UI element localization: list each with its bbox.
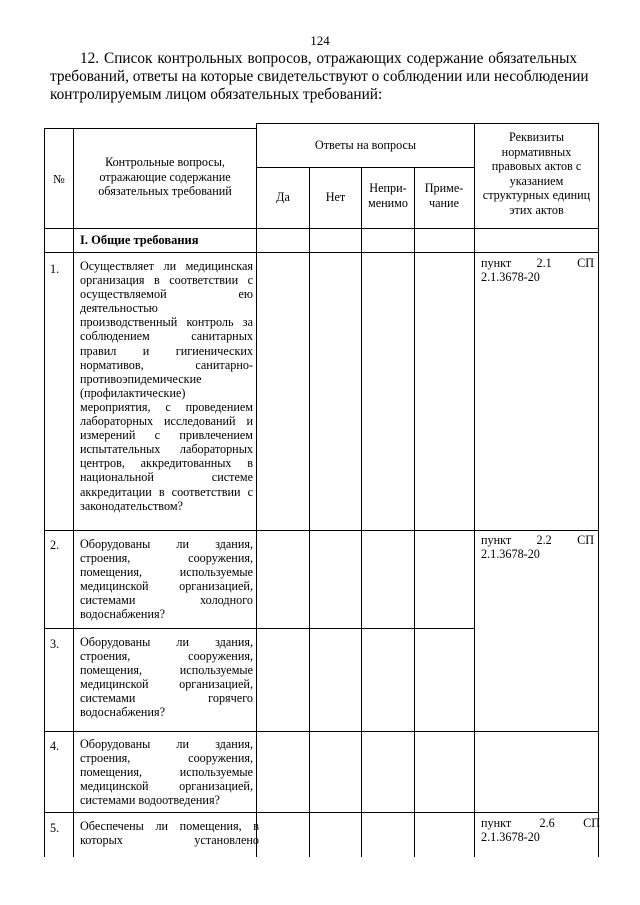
row-number: 4. [50,739,60,753]
intro-paragraph [50,50,589,105]
requisite-line: 2.1.3678-20 [481,547,540,562]
row-requisites [481,256,594,284]
row-requisites [481,533,594,561]
header-requisites: Реквизиты нормативных правовых актов с указанием структурных единиц этих актов [482,130,591,217]
requisite-line: пункт 2.1 СП [481,256,594,270]
intro-line: контролируемым лицом обязательных требований: [50,86,383,104]
requisite-line: пункт 2.2 СП [481,533,594,547]
row-question: Оборудованы ли здания, строения, сооружения, помещения, используемые медицинской организацией, системами холодного водоснабжения? [80,537,253,622]
header-yes: Да [276,190,290,204]
requisite-line: 2.1.3678-20 [481,270,540,285]
header-not-applicable: Непри-менимо [368,181,408,210]
header-no: Нет [325,190,346,204]
header-number: № [53,172,65,186]
row-question: Обеспечены ли помещения, в которых установлено [80,819,259,848]
row-number: 3. [50,637,60,651]
row-number: 5. [50,821,60,835]
row-question: Осуществляет ли медицинская организация в соответствии с осуществляемой ею деятельностью производственный контроль за соблюдением санитарных правил и гигиенических нормативов, санитарно-противоэпидемические (профилактические) мероприятия, с проведением лабораторных исследований и измерений с привлечением испытательных лабораторных центров, аккредитованных в национальной системе аккредитации в соответствии с законодательством? [80,259,253,513]
requisite-line: пункт 2.6 СП [481,816,600,830]
row-question: Оборудованы ли здания, строения, сооружения, помещения, используемые медицинской организацией, системами горячего водоснабжения? [80,635,253,720]
intro-line: требований, ответы на которые свидетельствуют о соблюдении или несоблюдении [50,68,589,86]
row-number: 1. [50,262,60,276]
intro-line: 12. Список контрольных вопросов, отражающих содержание обязательных [80,50,577,67]
page-number: 124 [310,33,330,48]
header-answers: Ответы на вопросы [314,138,417,152]
header-note: Приме-чание [424,181,464,210]
row-requisites [481,816,600,844]
row-number: 2. [50,538,60,552]
section-title: I. Общие требования [80,233,199,247]
header-question: Контрольные вопросы, отражающие содержание обязательных требований [98,155,232,198]
requisite-line: 2.1.3678-20 [481,830,540,845]
row-question: Оборудованы ли здания, строения, сооружения, помещения, используемые медицинской организацией, системами водоотведения? [80,737,253,808]
